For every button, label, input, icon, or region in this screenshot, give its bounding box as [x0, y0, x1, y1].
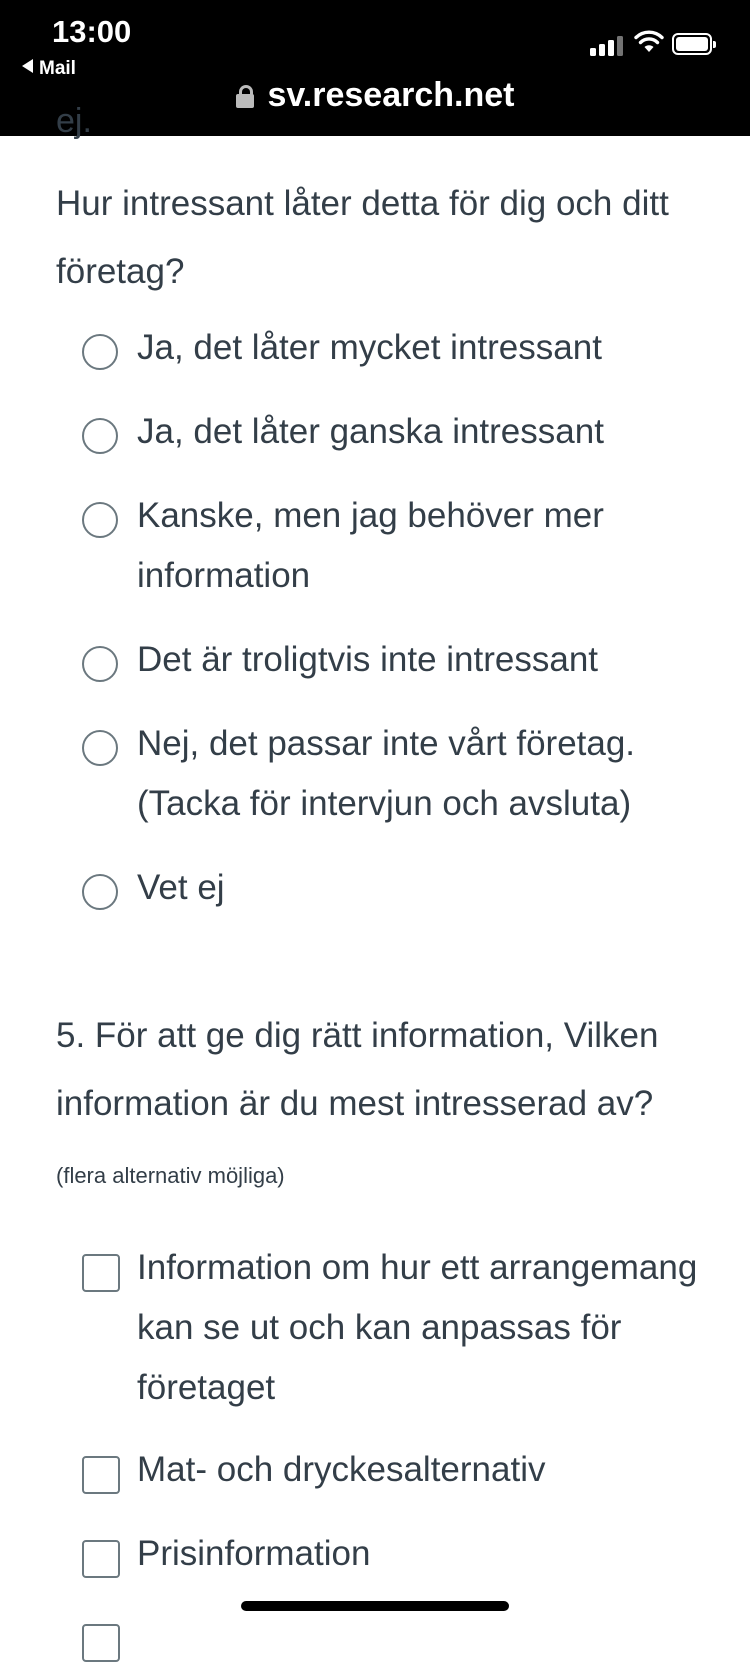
- battery-icon: [672, 33, 712, 55]
- back-label: Mail: [39, 58, 76, 79]
- back-arrow-icon: [22, 59, 33, 73]
- option-label: Information om hur ett arrangemang kan se ut och kan anpassas för företaget: [137, 1248, 698, 1407]
- clock: 13:00: [52, 14, 132, 49]
- home-indicator[interactable]: [241, 1601, 509, 1611]
- checkbox[interactable]: [82, 1456, 120, 1494]
- option-label: Det är troligtvis inte intressant: [137, 640, 599, 679]
- survey-page[interactable]: [0, 102, 750, 1624]
- lock-icon: [236, 85, 254, 107]
- radio-button[interactable]: [82, 418, 118, 454]
- cellular-signal-icon: [590, 34, 624, 56]
- radio-button[interactable]: [82, 334, 118, 370]
- status-bar: [0, 0, 750, 136]
- question-5: [56, 1002, 706, 1210]
- url-text: sv.research.net: [267, 76, 515, 114]
- clipped-text: ej.: [56, 102, 92, 140]
- question-4-text: Hur intressant låter detta för dig och ditt företag?: [56, 184, 669, 291]
- radio-button[interactable]: [82, 730, 118, 766]
- option-label: Ja, det låter mycket intressant: [137, 328, 602, 367]
- checkbox[interactable]: [82, 1624, 120, 1662]
- question-5-hint: (flera alternativ möjliga): [56, 1163, 285, 1188]
- option-label: Nej, det passar inte vårt företag. (Tacka för intervjun och avsluta): [137, 724, 636, 823]
- option-label: Ja, det låter ganska intressant: [137, 412, 604, 451]
- checkbox[interactable]: [82, 1254, 120, 1292]
- wifi-icon: [634, 30, 664, 54]
- option-label: Prisinformation: [137, 1534, 371, 1573]
- address-bar[interactable]: [0, 76, 750, 115]
- radio-button[interactable]: [82, 646, 118, 682]
- radio-button[interactable]: [82, 502, 118, 538]
- checkbox[interactable]: [82, 1540, 120, 1578]
- option-label: Vet ej: [137, 868, 225, 907]
- option-label: Mat- och dryckesalternativ: [137, 1450, 546, 1489]
- radio-button[interactable]: [82, 874, 118, 910]
- option-label: Kanske, men jag behöver mer information: [137, 496, 604, 595]
- question-5-text: 5. För att ge dig rätt information, Vilken information är du mest intresserad av?: [56, 1016, 659, 1123]
